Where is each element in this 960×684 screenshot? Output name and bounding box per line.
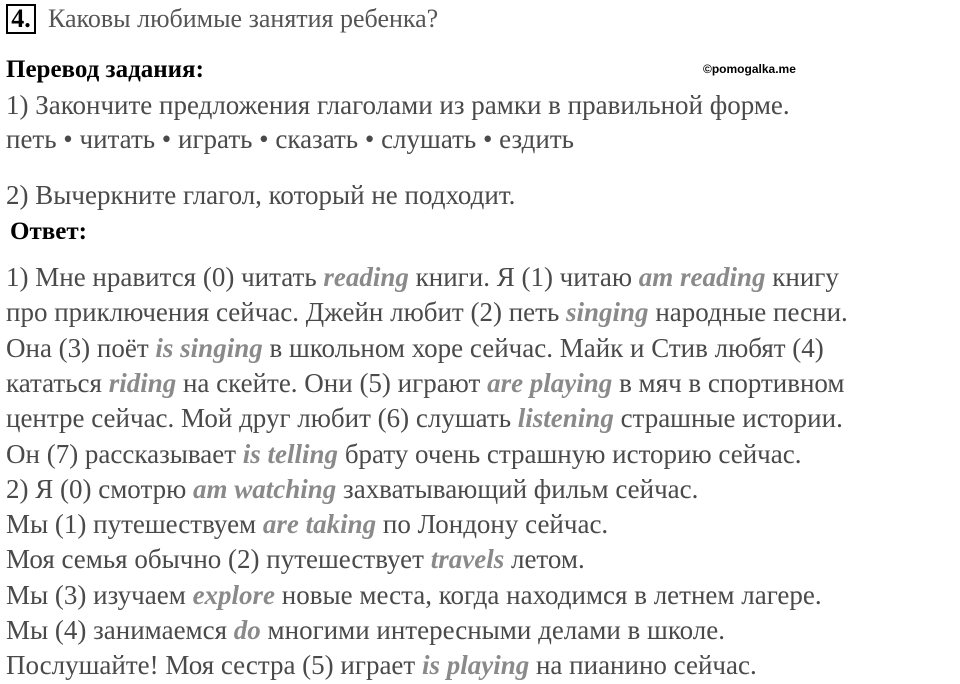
answer-verb: is playing — [421, 650, 530, 681]
answer-verb: are taking — [262, 509, 377, 540]
answer-verb: travels — [430, 544, 505, 575]
answer-line — [6, 262, 839, 293]
translation-heading: Перевод задания: — [6, 56, 204, 83]
answer-line — [6, 439, 801, 470]
answer-line — [6, 297, 848, 328]
answer-text: на скейте. Они (5) играют — [176, 367, 488, 398]
answer-line — [6, 580, 822, 611]
answer-text: в мяч в спортивном — [612, 367, 845, 398]
answer-line — [6, 403, 843, 434]
answer-verb: reading — [323, 262, 409, 292]
answer-text: многими интересными делами в школе. — [260, 615, 725, 645]
exercise-number: 4. — [6, 4, 36, 34]
answer-text: народные песни. — [648, 297, 848, 328]
answer-verb: listening — [517, 403, 614, 434]
answer-line — [6, 368, 845, 399]
answer-text: Моя семья обычно (2) путешествует — [6, 544, 431, 575]
answer-verb: are playing — [487, 367, 613, 398]
answer-text: Мы (3) изучаем — [6, 579, 193, 610]
answer-text: брату очень страшную историю сейчас. — [338, 438, 802, 469]
answer-verb: riding — [108, 367, 177, 398]
answer-text: Мы (1) путешествуем — [6, 509, 263, 540]
answer-verb: explore — [192, 579, 276, 610]
answer-text: 1) Мне нравится (0) читать — [6, 262, 324, 292]
answer-text: новые места, когда находимся в летнем лагере. — [275, 579, 822, 610]
answer-text: книги. Я (1) читаю — [408, 262, 639, 292]
task-2-text: 2) Вычеркните глагол, который не подходит. — [6, 180, 516, 210]
answer-line — [6, 509, 608, 540]
answer-text: летом. — [504, 544, 585, 575]
answer-heading: Ответ: — [10, 218, 87, 245]
answer-text: Мы (4) занимаемся — [6, 615, 234, 645]
answer-line — [6, 544, 585, 575]
answer-text: в школьном хоре сейчас. Майк и Стив любят (4) — [262, 332, 824, 363]
answer-text: кататься — [6, 367, 109, 398]
answer-verb: am watching — [193, 473, 337, 504]
answer-text: Она (3) поёт — [6, 332, 156, 363]
answer-line — [6, 615, 725, 646]
answer-text: про приключения сейчас. Джейн любит (2) петь — [6, 297, 567, 328]
answer-text: на пианино сейчас. — [529, 650, 757, 681]
answer-text: книгу — [765, 262, 839, 292]
answer-text: Он (7) рассказывает — [6, 438, 243, 469]
answer-text: по Лондону сейчас. — [376, 509, 609, 540]
answer-text: захватывающий фильм сейчас. — [336, 473, 699, 504]
watermark: ©pomogalka.me — [703, 62, 796, 76]
task-1-text: 1) Закончите предложения глаголами из рамки в правильной форме. — [6, 90, 790, 120]
answer-verb: do — [233, 615, 261, 645]
answer-verb: singing — [566, 297, 649, 328]
answer-verb: am reading — [638, 262, 766, 292]
answer-text: страшные истории. — [613, 403, 843, 434]
answer-verb: is singing — [155, 332, 263, 363]
answer-text: Послушайте! Моя сестра (5) играет — [6, 650, 422, 681]
exercise-title: Каковы любимые занятия ребенка? — [48, 4, 439, 33]
answer-line — [6, 333, 824, 364]
verb-list: петь • читать • играть • сказать • слушать • ездить — [6, 124, 574, 154]
answer-line — [6, 474, 698, 505]
answer-line — [6, 650, 757, 681]
answer-text: 2) Я (0) смотрю — [6, 473, 193, 504]
answer-text: центре сейчас. Мой друг любит (6) слушать — [6, 403, 518, 434]
answer-verb: is telling — [242, 438, 339, 469]
